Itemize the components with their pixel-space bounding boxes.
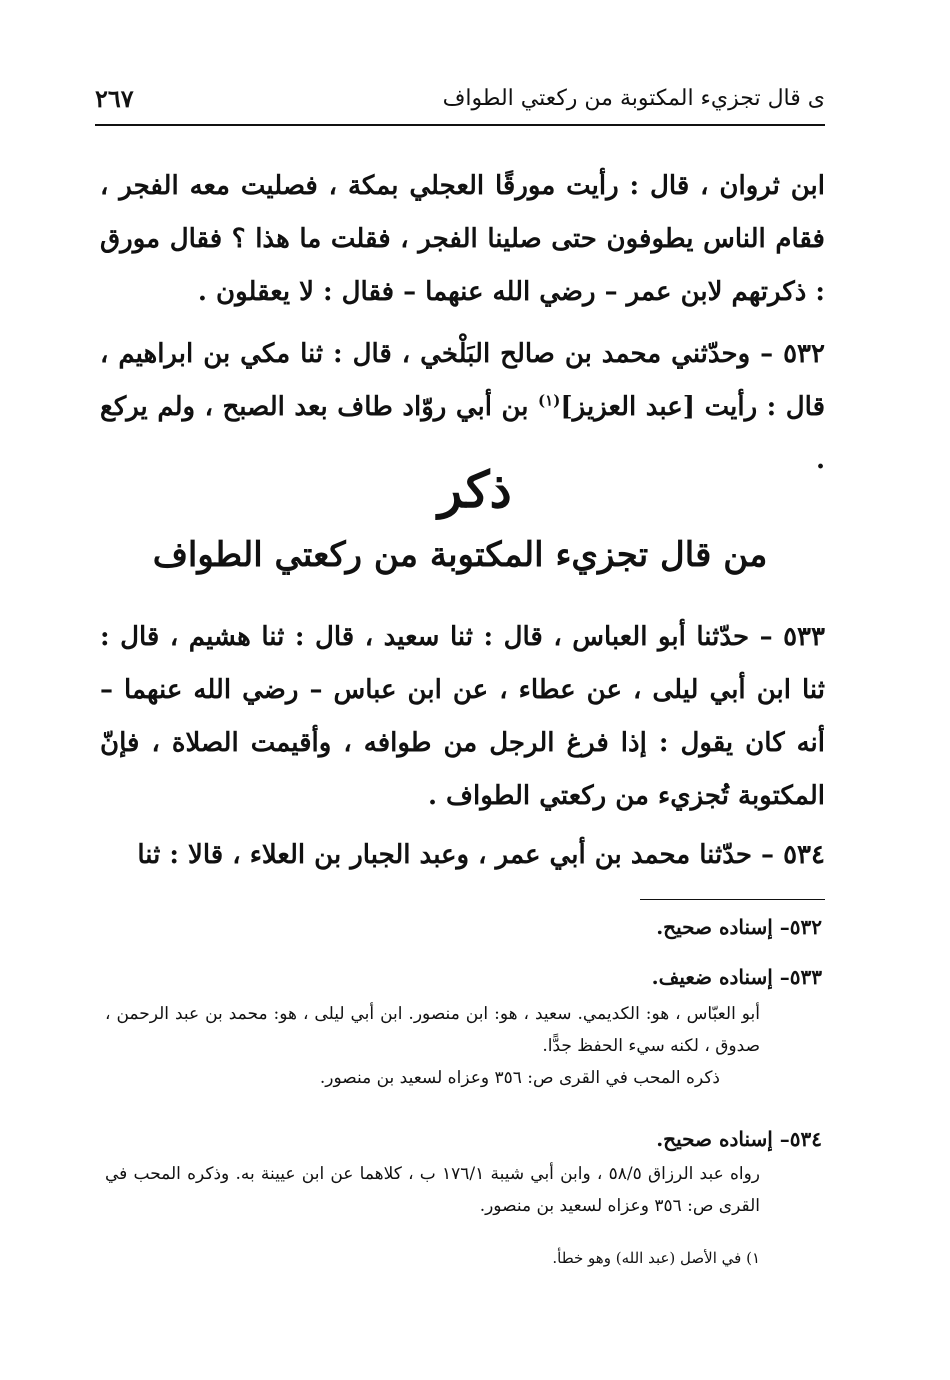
footnote-533-body: أبو العبّاس ، هو: الكديمي. سعيد ، هو: ابن منصور. ابن أبي ليلى ، هو: محمد بن عبد الرحمن ، صدوق ، لكنه سيء الحفظ جدًّا. [105, 1004, 760, 1056]
footnote-533-source: ذكره المحب في القرى ص: ٣٥٦ وعزاه لسعيد بن منصور. [319, 1068, 720, 1088]
footnote-532-heading: ٥٣٢– إسناده صحيح. [656, 915, 822, 939]
footnote-533-heading: ٥٣٣– إسناده ضعيف. [651, 965, 822, 989]
paragraph-534: ٥٣٤ – حدّثنا محمد بن أبي عمر ، وعبد الجبار بن العلاء ، قالا : ثنا [137, 840, 825, 870]
page-header [95, 80, 825, 120]
running-title: ى قال تجزيء المكتوبة من ركعتي الطواف [442, 86, 825, 111]
page-number: ٢٦٧ [95, 84, 134, 113]
footnote-marker-1: (١) [538, 391, 561, 410]
header-rule [95, 124, 825, 126]
footnote-534-heading: ٥٣٤– إسناده صحيح. [656, 1127, 822, 1151]
paragraph-532-text-a: ٥٣٢ – وحدّثني محمد بن صالح البَلْخي ، قال : ثنا مكي بن ابراهيم ، قال : رأيت [عبد العزيز] [100, 339, 825, 422]
footnote-533-text [105, 998, 760, 1094]
footnote-note-1: ١) في الأصل (عبد الله) وهو خطأ. [552, 1249, 760, 1267]
footnote-534-text: رواه عبد الرزاق ٥٨/٥ ، وابن أبي شيبة ١٧٦/١ ب ، كلاهما عن ابن عيينة به. وذكره المحب في القرى ص: ٣٥٦ وعزاه لسعيد بن منصور. [105, 1164, 760, 1216]
paragraph-533: ٥٣٣ – حدّثنا أبو العباس ، قال : ثنا سعيد ، قال : ثنا هشيم ، قال : ثنا ابن أبي ليلى ، عن عطاء ، عن ابن عباس – رضي الله عنهما – أنه كان يقول : إذا فرغ الرجل من طوافه ، وأقيمت الصلاة ، فإنّ المكتوبة تُجزيء من ركعتي الطواف . [100, 622, 825, 811]
paragraph-continuation: ابن ثروان ، قال : رأيت مورقًا العجلي بمكة ، فصليت معه الفجر ، فقام الناس يطوفون حتى صلينا الفجر ، فقلت ما هذا ؟ فقال مورق : ذكرتهم لابن عمر – رضي الله عنهما – فقال : لا يعقلون . [100, 171, 825, 307]
section-word: ذكر [438, 460, 512, 519]
section-title: من قال تجزيء المكتوبة من ركعتي الطواف [152, 535, 768, 575]
paragraph-532-text-b: بن أبي روّاد طاف بعد الصبح ، ولم يركع . [100, 392, 825, 475]
footnote-separator [640, 899, 825, 900]
